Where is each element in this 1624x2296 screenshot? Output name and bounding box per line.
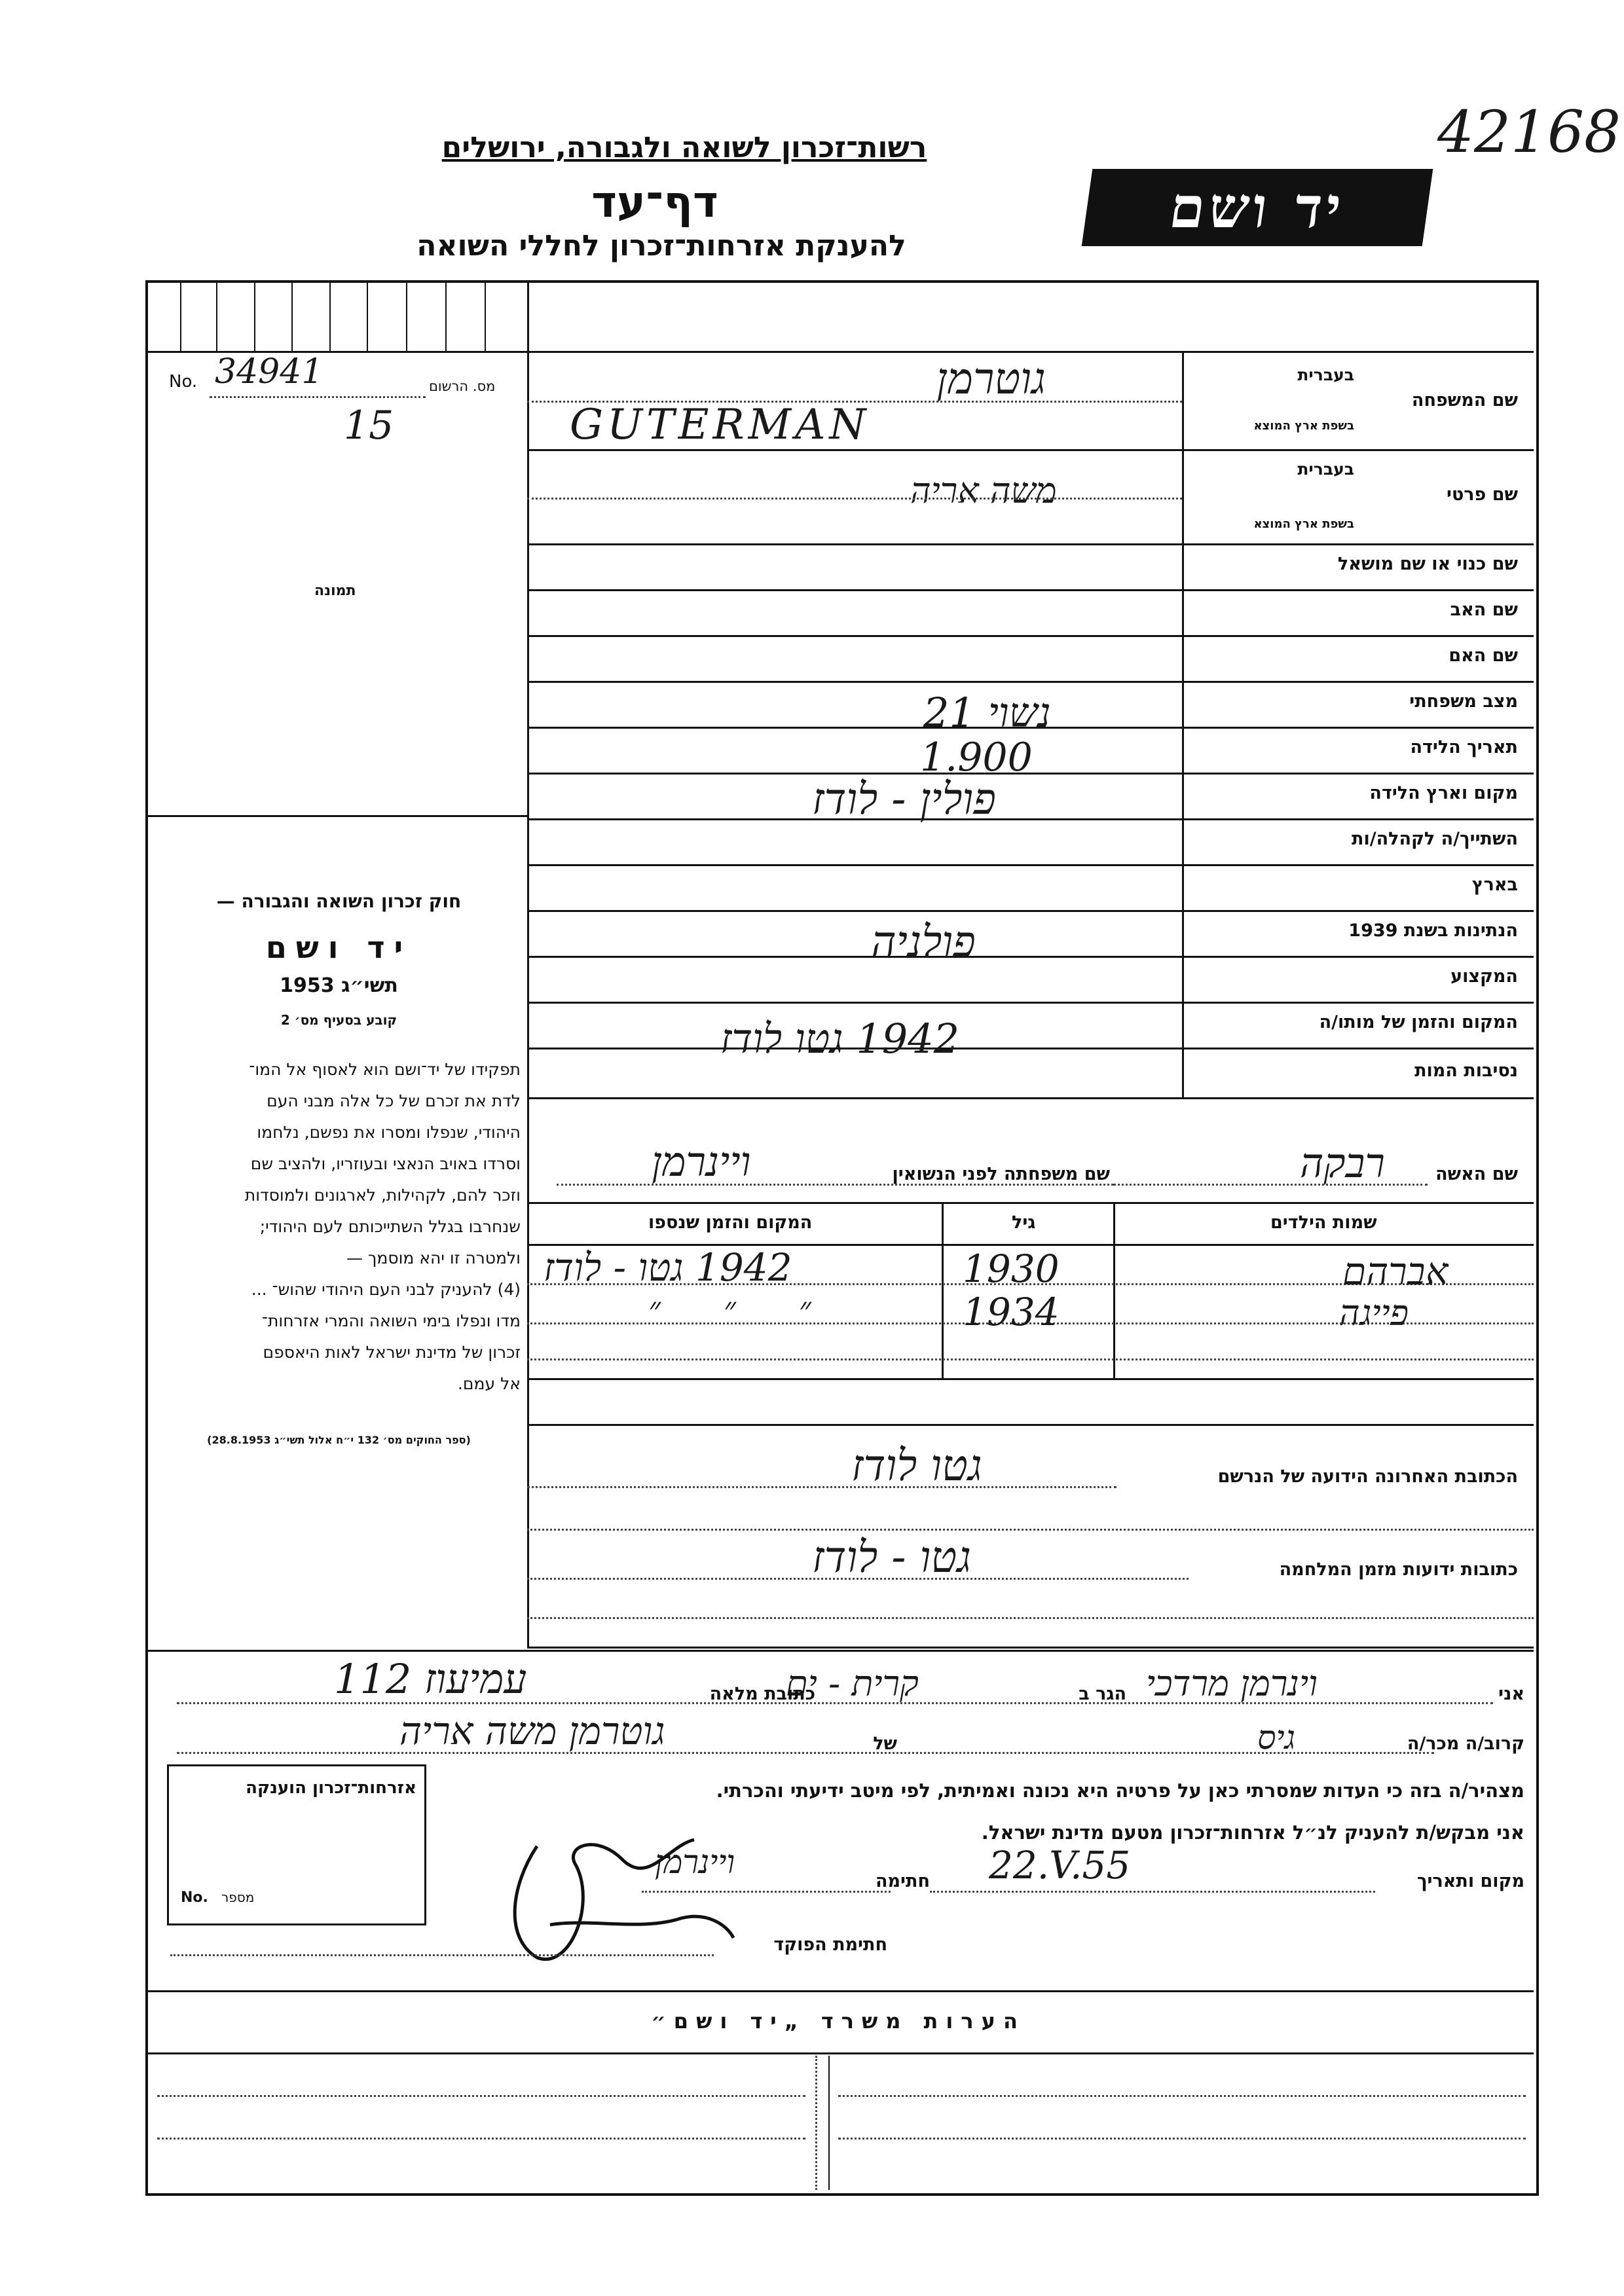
- wife-maiden-label: שם משפחתה לפני הנשואין: [892, 1164, 1110, 1184]
- relative-label: קרוב/ה מכר/ה: [1407, 1734, 1524, 1754]
- signature-value: ויינרמן: [655, 1843, 735, 1881]
- death-place-value: 1942 גטו לודז: [720, 1015, 960, 1063]
- law-line: אל עמם.: [457, 1374, 521, 1393]
- birth-place-value: פולין - לודז: [812, 774, 996, 824]
- logo-text: יד ושם: [1165, 174, 1350, 241]
- law-name: יד ושם: [265, 930, 413, 965]
- declaration-request: אני מבקש/ת להעניק לנ״ל אזרחות־זכרון מטעם מדינת ישראל.: [981, 1821, 1524, 1844]
- registration-no-label: No.: [169, 372, 198, 392]
- first-name-label: שם פרטי: [1447, 484, 1518, 505]
- mother-name-label: שם האם: [1449, 646, 1518, 666]
- first-name-hebrew-label: בעברית: [1297, 460, 1354, 479]
- profession-label: המקצוע: [1450, 966, 1518, 987]
- place-date-label: מקום ותאריך: [1416, 1871, 1524, 1891]
- relative-value: גיס: [1257, 1719, 1296, 1757]
- wife-name-value: רבקה: [1300, 1139, 1385, 1187]
- marital-status-label: מצב משפחתי: [1409, 691, 1518, 712]
- family-name-latin: GUTERMAN: [570, 401, 870, 449]
- of-value: גוטרמן משה אריה: [399, 1709, 665, 1753]
- filler-name: וינרמן מרדכי: [1146, 1663, 1318, 1704]
- father-name-label: שם האב: [1450, 600, 1518, 620]
- law-line: וסרדו באויב הנאצי ובעוזריו, ולהציב שם: [250, 1154, 521, 1173]
- first-name-hebrew: משה אריה: [910, 470, 1057, 511]
- law-line: לדת את זכרם של כל אלה מבני העם: [267, 1091, 521, 1110]
- form-title: דף־עד: [591, 177, 718, 227]
- death-place-label: המקום והזמן של מותו/ה: [1319, 1012, 1518, 1032]
- law-line: תפקידו של יד־ושם הוא לאסוף אל המו־: [249, 1060, 521, 1079]
- last-address-label: הכתובת האחרונה הידועה של הנרשם: [1217, 1467, 1518, 1487]
- law-line: ולמטרה זו יהא מוסמך —: [346, 1248, 521, 1267]
- law-line: וזכר להם, לקהילות, לארגונים ולמוסדות: [244, 1186, 521, 1205]
- law-text: [157, 1054, 521, 1400]
- family-name-origin-label: בשפת ארץ המוצא: [1253, 419, 1354, 433]
- community-label: השתייך/ה לקהלה/ות: [1352, 829, 1518, 849]
- wife-name-label: שם האשה: [1435, 1164, 1518, 1184]
- birth-date-value: 1.900: [920, 735, 1033, 780]
- child-name: אברהם: [1342, 1249, 1449, 1294]
- law-year: תשי״ג 1953: [280, 974, 398, 997]
- office-notes-title: הערות משרד „יד ושם״: [651, 2009, 1025, 2033]
- law-line: מדו ונפלו בימי השואה והמרי אזרחות־: [261, 1311, 521, 1330]
- first-name-origin-label: בשפת ארץ המוצא: [1253, 517, 1354, 531]
- birth-place-label: מקום וארץ הלידה: [1369, 783, 1518, 803]
- children-names-header: שמות הילדים: [1270, 1212, 1377, 1233]
- child-place: 1942 גטו - לודז: [544, 1245, 792, 1290]
- country-label: בארץ: [1471, 875, 1518, 895]
- birth-date-label: תאריך הלידה: [1410, 737, 1518, 757]
- city-value: קרית - ים: [786, 1663, 919, 1704]
- photo-label: תמונה: [314, 583, 356, 599]
- marital-status-value: נשוי 21: [923, 689, 1051, 737]
- archive-number: 42168: [1437, 98, 1621, 166]
- citizenship-label: הנתינות בשנת 1939: [1348, 920, 1518, 941]
- institution-name: רשות־זכרון לשואה ולגבורה, ירושלים: [441, 131, 927, 164]
- child-place: ״ ״ ״: [648, 1290, 838, 1328]
- declaration-statement: מצהיר/ה בזה כי העדות שמסרתי כאן על פרטיה היא נכונה ואמיתית, לפי מיטב ידיעתי והכרתי.: [716, 1779, 1524, 1802]
- law-line: זכרון של מדינת ישראל לאות היאספם: [263, 1343, 521, 1362]
- law-clause: קובע בסעיף מס׳ 2: [280, 1012, 397, 1028]
- citizenship-granted-title: אזרחות־זכרון הוענקה: [246, 1778, 416, 1798]
- citizenship-no-label: No.: [181, 1889, 208, 1906]
- registration-extra: 15: [344, 403, 394, 448]
- signature-label: חתימה: [875, 1871, 930, 1891]
- citizenship-number-label: מספר: [221, 1889, 255, 1905]
- war-address-value: גטו - לודז: [812, 1532, 972, 1582]
- citizenship-granted-box: [167, 1764, 426, 1925]
- law-title: חוק זכרון השואה והגבורה —: [216, 890, 462, 912]
- official-signature: [498, 1807, 747, 1977]
- address-value: עמיעוז 112: [334, 1655, 527, 1703]
- law-line: היהודי, שנפלו ומסרו את נפשם, נלחמו: [257, 1123, 521, 1142]
- nickname-label: שם כנוי או שם מושאל: [1337, 554, 1518, 574]
- resident-label: הגר ב: [1079, 1684, 1126, 1704]
- family-name-hebrew-label: בעברית: [1297, 365, 1354, 384]
- official-signature-label: חתימת הפוקד: [773, 1935, 887, 1955]
- children-place-header: המקום והזמן שנספו: [648, 1212, 813, 1233]
- law-source: (ספר החוקים מס׳ 132 י״ח אלול תשי״ג 28.8.1953): [207, 1434, 471, 1446]
- child-age: 1934: [963, 1290, 1060, 1334]
- place-date-value: 22.V.55: [989, 1843, 1131, 1887]
- last-address-value: גטו לודז: [851, 1440, 982, 1491]
- family-name-label: שם המשפחה: [1411, 390, 1518, 410]
- registration-label: מס. הרשום: [429, 378, 496, 394]
- death-circumstances-label: נסיבות המות: [1414, 1061, 1518, 1081]
- war-address-label: כתובות ידועות מזמן המלחמה: [1279, 1559, 1518, 1580]
- registration-no-value: 34941: [215, 352, 323, 392]
- family-name-hebrew: גוטרמן: [936, 354, 1046, 404]
- law-line: שנחרבו בגלל השתייכותם לעם היהודי;: [259, 1217, 521, 1236]
- child-name: פייגה: [1339, 1292, 1409, 1334]
- yad-vashem-logo: [1082, 169, 1433, 246]
- law-line: (4) להעניק לבני העם היהודי שהוש־ ...: [251, 1280, 521, 1299]
- wife-maiden-value: ויינרמן: [652, 1138, 751, 1186]
- declaration-prefix: אני: [1498, 1684, 1524, 1704]
- child-age: 1930: [963, 1247, 1060, 1291]
- form-subtitle: להענקת אזרחות־זכרון לחללי השואה: [416, 229, 906, 263]
- of-label: של: [873, 1734, 897, 1754]
- address-label: כתובת מלאה: [709, 1684, 815, 1704]
- children-age-header: גיל: [1012, 1212, 1036, 1233]
- citizenship-value: פולניה: [871, 917, 976, 967]
